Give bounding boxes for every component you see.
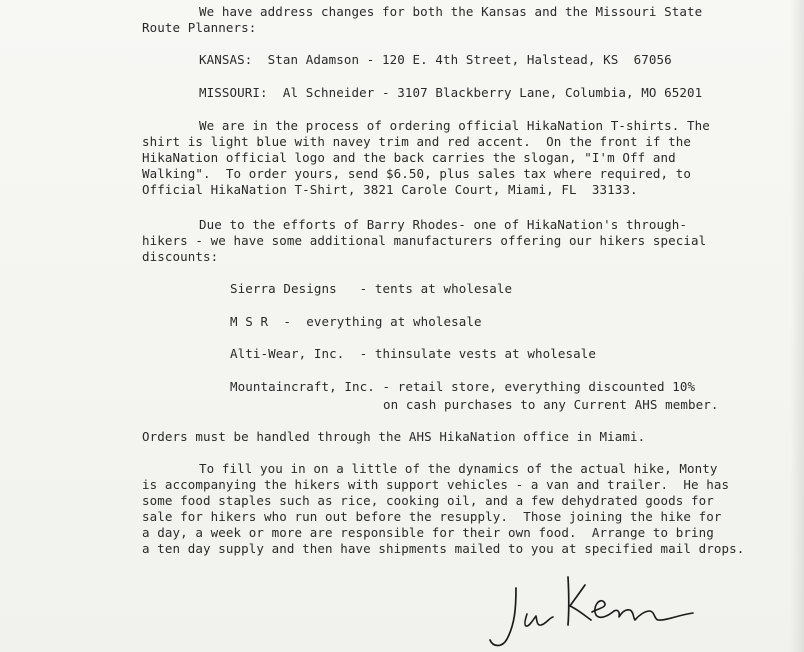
kansas-address: KANSAS: Stan Adamson - 120 E. 4th Street, Halstead, KS 67056: [199, 52, 672, 67]
page-edge-shadow: [790, 0, 804, 652]
paragraph-line: Route Planners:: [142, 20, 257, 35]
paragraph-line: hikers - we have some additional manufacturers offering our hikers special: [142, 233, 707, 248]
discount-item: Sierra Designs - tents at wholesale: [230, 281, 513, 296]
discount-item-continued: on cash purchases to any Current AHS member.: [383, 397, 719, 412]
paragraph-line: Walking". To order yours, send $6.50, plus sales tax where required, to: [142, 166, 692, 181]
paragraph-line: We have address changes for both the Kansas and the Missouri State: [199, 4, 703, 19]
paragraph-line: discounts:: [142, 249, 219, 264]
paragraph-line: Official HikaNation T-Shirt, 3821 Carole Court, Miami, FL 33133.: [142, 182, 638, 197]
paragraph-line: We are in the process of ordering official HikaNation T-shirts. The: [199, 118, 710, 133]
paragraph-line: sale for hikers who run out before the resupply. Those joining the hike for: [142, 509, 722, 524]
paragraph-line: HikaNation official logo and the back carries the slogan, "I'm Off and: [142, 150, 676, 165]
orders-note: Orders must be handled through the AHS HikaNation office in Miami.: [142, 429, 646, 444]
discount-item: M S R - everything at wholesale: [230, 314, 482, 329]
paragraph-line: shirt is light blue with navey trim and red accent. On the front if the: [142, 134, 692, 149]
discount-item: Alti-Wear, Inc. - thinsulate vests at wholesale: [230, 346, 597, 361]
missouri-address: MISSOURI: Al Schneider - 3107 Blackberry Lane, Columbia, MO 65201: [199, 85, 703, 100]
paragraph-line: To fill you in on a little of the dynamics of the actual hike, Monty: [199, 461, 718, 476]
paragraph-line: Due to the efforts of Barry Rhodes- one of HikaNation's through-: [199, 217, 688, 232]
paragraph-line: a day, a week or more are responsible for their own food. Arrange to bring: [142, 525, 714, 540]
paragraph-line: is accompanying the hikers with support vehicles - a van and trailer. He has: [142, 477, 730, 492]
discount-item: Mountaincraft, Inc. - retail store, everything discounted 10%: [230, 379, 696, 394]
paragraph-line: some food staples such as rice, cooking oil, and a few dehydrated goods for: [142, 493, 714, 508]
signature: [488, 572, 698, 652]
paragraph-line: a ten day supply and then have shipments mailed to you at specified mail drops.: [142, 541, 745, 556]
